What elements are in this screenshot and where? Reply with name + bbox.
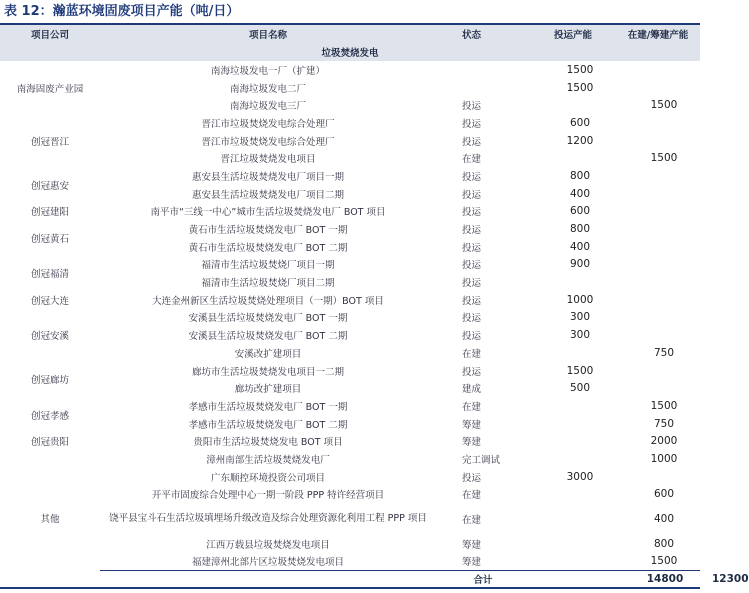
building-capacity-cell: [616, 273, 700, 291]
table-row: [0, 185, 700, 203]
operating-capacity-cell: [530, 553, 616, 571]
table-row: [0, 468, 700, 486]
status-cell: 投运: [462, 189, 482, 201]
operating-capacity-cell: 800: [569, 169, 591, 182]
company-cell: 南海固废产业园: [16, 83, 84, 95]
building-capacity-cell: 1500: [650, 99, 678, 112]
building-capacity-cell: 750: [653, 417, 675, 430]
table-row: [0, 220, 700, 238]
header-row: [0, 25, 700, 42]
table-row: [0, 450, 700, 468]
table-row: [0, 238, 700, 256]
operating-capacity-cell: 800: [569, 223, 591, 236]
status-cell: [436, 79, 530, 97]
building-capacity-cell: [616, 468, 700, 486]
project-cell: 惠安县生活垃圾焚烧发电厂项目一期: [191, 171, 344, 183]
operating-capacity-cell: 400: [569, 187, 591, 200]
status-cell: 投运: [462, 207, 482, 219]
project-cell: 孝感市生活垃圾焚烧发电厂 BOT 一期: [188, 401, 348, 413]
table-row: [0, 132, 700, 150]
status-cell: 筹建: [462, 557, 482, 569]
building-capacity-cell: 1500: [650, 399, 678, 412]
project-cell: 安溪县生活垃圾焚烧发电厂 BOT 二期: [188, 331, 348, 343]
header-status: 状态: [462, 29, 482, 41]
status-cell: 筹建: [462, 419, 482, 431]
operating-capacity-cell: [530, 450, 616, 468]
status-cell: 投运: [462, 278, 482, 290]
header-building: 在建/筹建产能: [627, 29, 689, 41]
project-cell: 南海垃圾发电三厂: [229, 101, 306, 113]
project-cell: 贵阳市生活垃圾焚烧发电 BOT 项目: [193, 437, 343, 449]
building-capacity-cell: [616, 220, 700, 238]
status-cell: 投运: [462, 136, 482, 148]
operating-capacity-cell: [530, 344, 616, 362]
table-row: [0, 415, 700, 433]
table-row: [0, 326, 700, 344]
operating-capacity-cell: [530, 503, 616, 535]
table-row: [0, 79, 700, 97]
building-capacity-cell: [616, 291, 700, 309]
building-capacity-cell: 1500: [650, 555, 678, 568]
operating-capacity-cell: [530, 273, 616, 291]
table-row: [0, 432, 700, 450]
table-row: [0, 256, 700, 274]
table-row: [0, 553, 700, 571]
table-body: [0, 42, 749, 588]
table-row: [0, 114, 700, 132]
project-cell: 惠安县生活垃圾焚烧发电厂项目二期: [191, 189, 344, 201]
table-row: [0, 503, 700, 535]
total-operating: 14800: [646, 572, 684, 585]
header-operating: 投运产能: [553, 29, 592, 41]
status-cell: 投运: [462, 171, 482, 183]
header-project: 项目名称: [248, 29, 287, 41]
status-cell: 在建: [462, 401, 482, 413]
operating-capacity-cell: 600: [569, 205, 591, 218]
project-cell: 孝感市生活垃圾焚烧发电厂 BOT 二期: [188, 419, 348, 431]
building-capacity-cell: 2000: [650, 435, 678, 448]
operating-capacity-cell: 300: [569, 311, 591, 324]
project-cell: 福清市生活垃圾焚烧厂项目一期: [201, 260, 335, 272]
total-spacer: [100, 571, 436, 588]
table-row: [0, 535, 700, 553]
operating-capacity-cell: 1200: [566, 134, 594, 147]
status-cell: 筹建: [462, 540, 482, 552]
building-capacity-cell: [616, 185, 700, 203]
operating-capacity-cell: [530, 486, 616, 504]
project-cell: 饶平县宝斗石生活垃圾填埋场升级改造及综合处理资源化利用工程 PPP 项目: [109, 513, 427, 525]
section-label: 垃圾焚烧发电: [321, 47, 379, 59]
building-capacity-cell: [616, 326, 700, 344]
table-row: [0, 309, 700, 327]
status-cell: [436, 61, 530, 79]
status-cell: 在建: [462, 490, 482, 502]
table-row: [0, 379, 700, 397]
operating-capacity-cell: [530, 397, 616, 415]
status-cell: 投运: [462, 295, 482, 307]
building-capacity-cell: [616, 256, 700, 274]
status-cell: 筹建: [462, 437, 482, 449]
table-row: [0, 362, 700, 380]
header-company: 项目公司: [30, 29, 69, 41]
project-cell: 廊坊改扩建项目: [234, 384, 302, 396]
project-cell: 晋江市垃圾焚烧发电综合处理厂: [201, 136, 335, 148]
project-cell: 大连金州新区生活垃圾焚烧处理项目（一期）BOT 项目: [152, 295, 384, 307]
table-row: [0, 149, 700, 167]
operating-capacity-cell: 1500: [566, 81, 594, 94]
status-cell: 投运: [462, 242, 482, 254]
status-cell: 投运: [462, 118, 482, 130]
table-row: [0, 203, 700, 221]
project-cell: 福建漳州北部片区垃圾焚烧发电项目: [191, 557, 344, 569]
operating-capacity-cell: [530, 535, 616, 553]
building-capacity-cell: 750: [653, 346, 675, 359]
total-label: 合计: [473, 574, 493, 586]
project-cell: 广东顺控环境投资公司项目: [210, 472, 325, 484]
status-cell: 投运: [462, 101, 482, 113]
building-capacity-cell: [616, 61, 700, 79]
project-cell: 安溪县生活垃圾焚烧发电厂 BOT 一期: [188, 313, 348, 325]
project-cell: 黄石市生活垃圾焚烧发电厂 BOT 二期: [188, 242, 348, 254]
capacity-table: [0, 25, 749, 589]
table-row: [0, 344, 700, 362]
company-cell: 创冠晋江: [30, 136, 69, 148]
company-cell: 创冠廊坊: [30, 375, 69, 387]
building-capacity-cell: [616, 167, 700, 185]
project-cell: 南海垃圾发电二厂: [229, 83, 306, 95]
status-cell: 建成: [462, 384, 482, 396]
operating-capacity-cell: [530, 96, 616, 114]
building-capacity-cell: [616, 203, 700, 221]
table-row: [0, 96, 700, 114]
operating-capacity-cell: [530, 415, 616, 433]
project-cell: 晋江垃圾焚烧发电项目: [220, 154, 316, 166]
total-status-spacer: [530, 571, 616, 588]
company-cell: 创冠福清: [30, 269, 69, 281]
table-row: [0, 273, 700, 291]
operating-capacity-cell: 1500: [566, 63, 594, 76]
status-cell: 投运: [462, 366, 482, 378]
status-cell: 投运: [462, 260, 482, 272]
status-cell: 在建: [462, 348, 482, 360]
project-cell: 安溪改扩建项目: [234, 348, 302, 360]
status-cell: 投运: [462, 225, 482, 237]
operating-capacity-cell: 400: [569, 240, 591, 253]
building-capacity-cell: 1500: [650, 152, 678, 165]
building-capacity-cell: [616, 362, 700, 380]
company-cell: 创冠黄石: [30, 233, 69, 245]
project-cell: 南海垃圾发电一厂（扩建）: [210, 65, 325, 77]
company-cell: 创冠贵阳: [30, 437, 69, 449]
table-row: [0, 61, 700, 79]
building-capacity-cell: [616, 132, 700, 150]
table-row: [0, 167, 700, 185]
status-cell: 投运: [462, 472, 482, 484]
status-cell: 在建: [462, 515, 482, 527]
building-capacity-cell: 800: [653, 538, 675, 551]
building-capacity-cell: 400: [653, 513, 675, 526]
status-cell: 投运: [462, 331, 482, 343]
building-capacity-cell: 1000: [650, 452, 678, 465]
operating-capacity-cell: 900: [569, 258, 591, 271]
building-capacity-cell: [616, 114, 700, 132]
operating-capacity-cell: 1000: [566, 293, 594, 306]
building-capacity-cell: [616, 79, 700, 97]
status-cell: 在建: [462, 154, 482, 166]
operating-capacity-cell: 600: [569, 116, 591, 129]
project-cell: 廊坊市生活垃圾焚烧发电项目一二期: [191, 366, 344, 378]
project-cell: 晋江市垃圾焚烧发电综合处理厂: [201, 118, 335, 130]
company-cell: 其他: [40, 514, 60, 526]
company-cell: 创冠大连: [30, 295, 69, 307]
operating-capacity-cell: 1500: [566, 364, 594, 377]
table-row: [0, 291, 700, 309]
building-capacity-cell: [616, 309, 700, 327]
section-row: [0, 42, 700, 61]
project-cell: 漳州南部生活垃圾焚烧发电厂: [206, 454, 330, 466]
project-cell: 福清市生活垃圾焚烧厂项目二期: [201, 278, 335, 290]
company-cell: 创冠安溪: [30, 331, 69, 343]
table-row: [0, 486, 700, 504]
operating-capacity-cell: 3000: [566, 470, 594, 483]
project-cell: 黄石市生活垃圾焚烧发电厂 BOT 一期: [188, 225, 348, 237]
status-cell: 投运: [462, 313, 482, 325]
total-row: 合计 14800 12300: [0, 571, 700, 588]
company-cell: 创冠建阳: [30, 207, 69, 219]
status-cell: 完工调试: [462, 454, 501, 466]
operating-capacity-cell: 500: [569, 382, 591, 395]
project-cell: 南平市“三线一中心”城市生活垃圾焚烧发电厂 BOT 项目: [150, 207, 386, 219]
operating-capacity-cell: [530, 149, 616, 167]
company-cell: 创冠惠安: [30, 180, 69, 192]
operating-capacity-cell: [530, 432, 616, 450]
company-cell: 创冠孝感: [30, 410, 69, 422]
building-capacity-cell: [616, 238, 700, 256]
building-capacity-cell: 600: [653, 488, 675, 501]
building-capacity-cell: [616, 379, 700, 397]
table-row: [0, 397, 700, 415]
table-title: 表 12：瀚蓝环境固废项目产能（吨/日）: [4, 4, 240, 19]
project-cell: 开平市固废综合处理中心一期一阶段 PPP 特许经营项目: [151, 490, 385, 502]
operating-capacity-cell: 300: [569, 329, 591, 342]
project-cell: 江西万载县垃圾焚烧发电项目: [206, 540, 330, 552]
